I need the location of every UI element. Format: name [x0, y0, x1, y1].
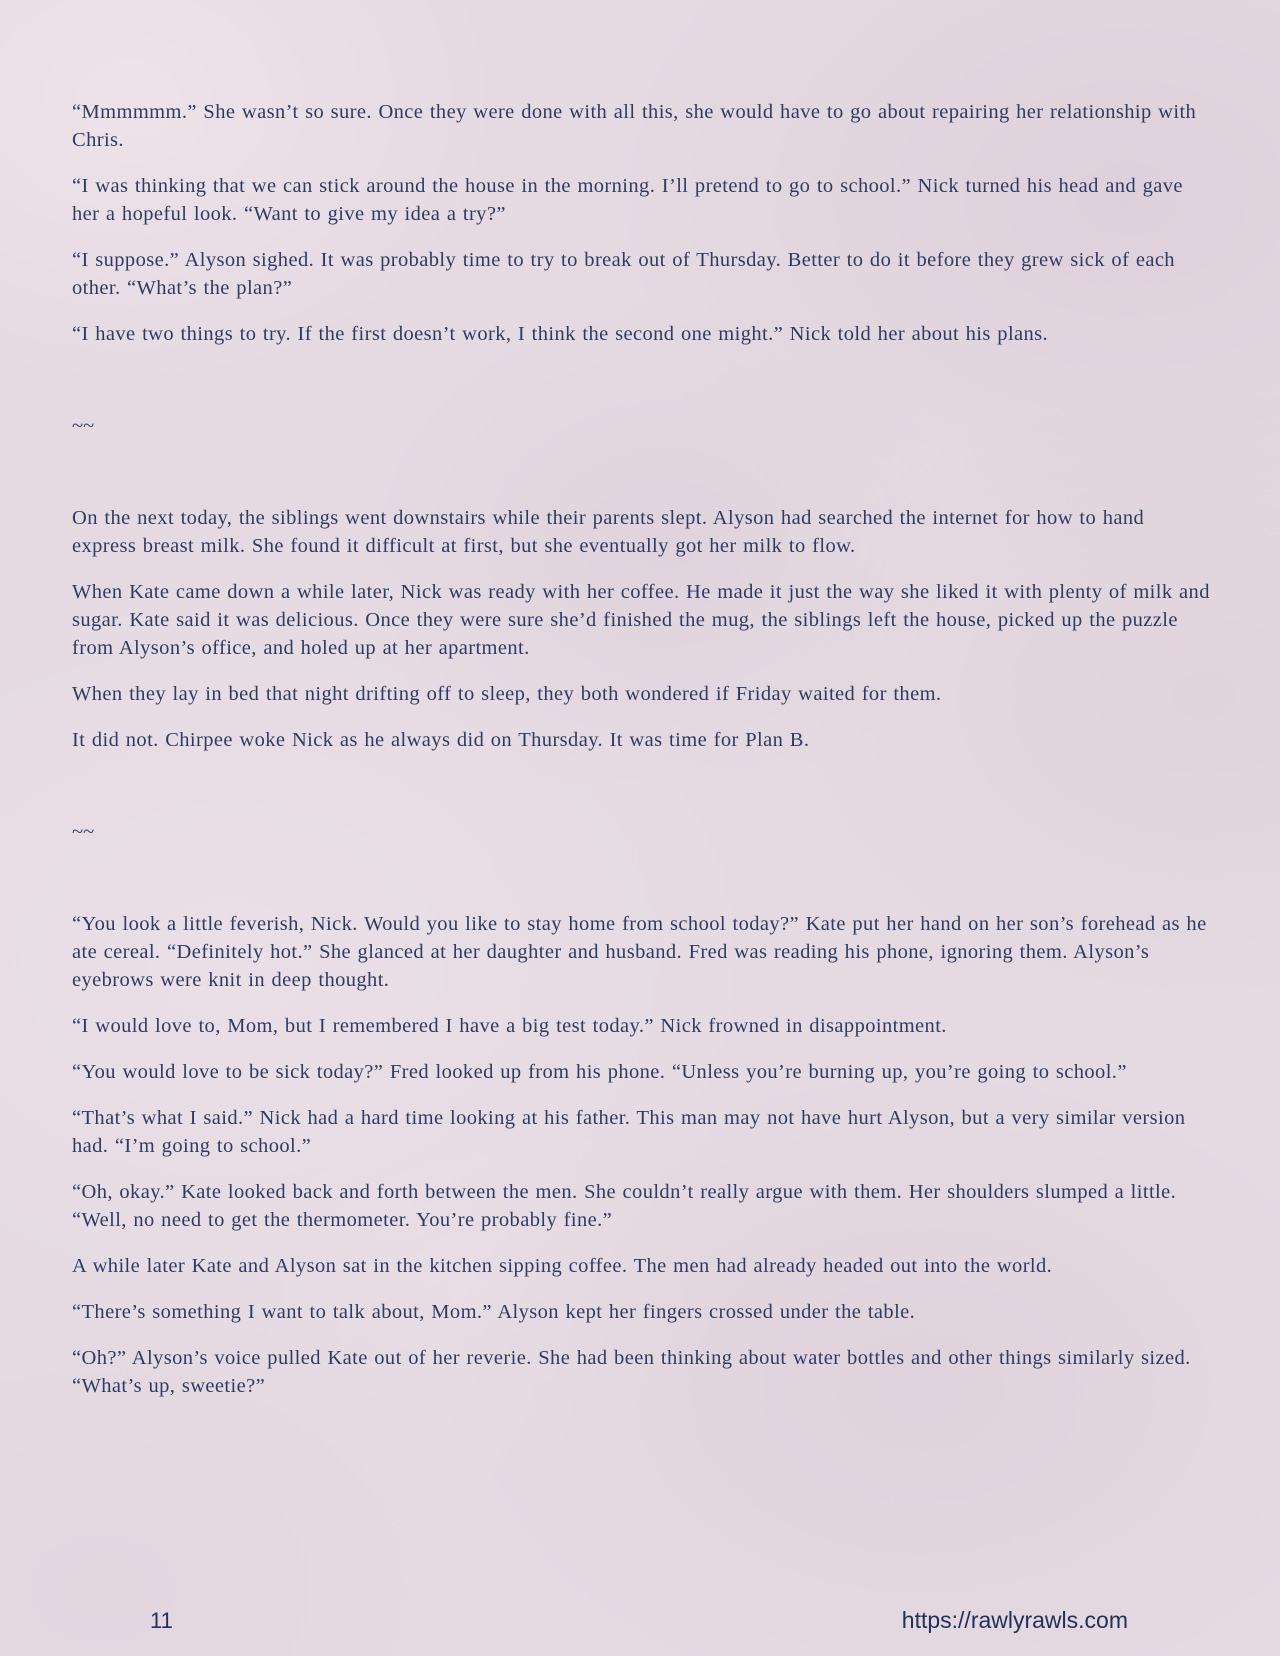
blank-line: [72, 864, 1212, 892]
story-paragraph: “Oh?” Alyson’s voice pulled Kate out of her reverie. She had been thinking about water bottles and other things similarly sized. “What’s up, sweetie?”: [72, 1347, 1191, 1397]
blank-line: [72, 458, 1212, 486]
page-number: 11: [150, 1608, 173, 1633]
story-paragraph: “Oh, okay.” Kate looked back and forth between the men. She couldn’t really argue with them. Her shoulders slumped a little. “Well, no need to get the thermometer. You’re probably fine.”: [72, 1181, 1177, 1231]
story-paragraph: “You look a little feverish, Nick. Would you like to stay home from school today?” Kate put her hand on her son’s forehead as he ate cereal. “Definitely hot.” She glanced at her daughter and husband. Fred was reading his phone, ignoring them. Alyson’s eyebrows were knit in deep thought.: [72, 913, 1207, 991]
story-paragraph: A while later Kate and Alyson sat in the kitchen sipping coffee. The men had already headed out into the world.: [72, 1255, 1053, 1277]
story-paragraph: “Mmmmmm.” She wasn’t so sure. Once they were done with all this, she would have to go about repairing her relationship with Chris.: [72, 101, 1197, 151]
story-paragraph: When Kate came down a while later, Nick was ready with her coffee. He made it just the way she liked it with plenty of milk and sugar. Kate said it was delicious. Once they were sure she’d finished the mug, the siblings left the house, picked up the puzzle from Alyson’s office, and holed up at her apartment.: [72, 581, 1210, 659]
blank-line: [72, 366, 1212, 394]
section-separator: ~~: [72, 415, 95, 437]
story-text: [72, 98, 1212, 1418]
story-paragraph: On the next today, the siblings went downstairs while their parents slept. Alyson had searched the internet for how to hand express breast milk. She found it difficult at first, but she eventually got her milk to flow.: [72, 507, 1145, 557]
story-paragraph: “I would love to, Mom, but I remembered I have a big test today.” Nick frowned in disappointment.: [72, 1015, 947, 1037]
story-paragraph: “I suppose.” Alyson sighed. It was probably time to try to break out of Thursday. Better to do it before they grew sick of each other. “What’s the plan?”: [72, 249, 1175, 299]
section-separator: ~~: [72, 821, 95, 843]
story-paragraph: It did not. Chirpee woke Nick as he always did on Thursday. It was time for Plan B.: [72, 729, 810, 751]
site-link[interactable]: https://rawlyrawls.com: [901, 1607, 1128, 1633]
story-paragraph: “That’s what I said.” Nick had a hard time looking at his father. This man may not have hurt Alyson, but a very similar version had. “I’m going to school.”: [72, 1107, 1186, 1157]
story-paragraph: “I have two things to try. If the first doesn’t work, I think the second one might.” Nick told her about his plans.: [72, 323, 1049, 345]
story-paragraph: “I was thinking that we can stick around the house in the morning. I’ll pretend to go to school.” Nick turned his head and gave her a hopeful look. “Want to give my idea a try?”: [72, 175, 1183, 225]
page-footer: [0, 1604, 1280, 1634]
story-paragraph: When they lay in bed that night drifting off to sleep, they both wondered if Friday waited for them.: [72, 683, 942, 705]
story-paragraph: “You would love to be sick today?” Fred looked up from his phone. “Unless you’re burning up, you’re going to school.”: [72, 1061, 1127, 1083]
blank-line: [72, 772, 1212, 800]
story-paragraph: “There’s something I want to talk about, Mom.” Alyson kept her fingers crossed under the table.: [72, 1301, 916, 1323]
